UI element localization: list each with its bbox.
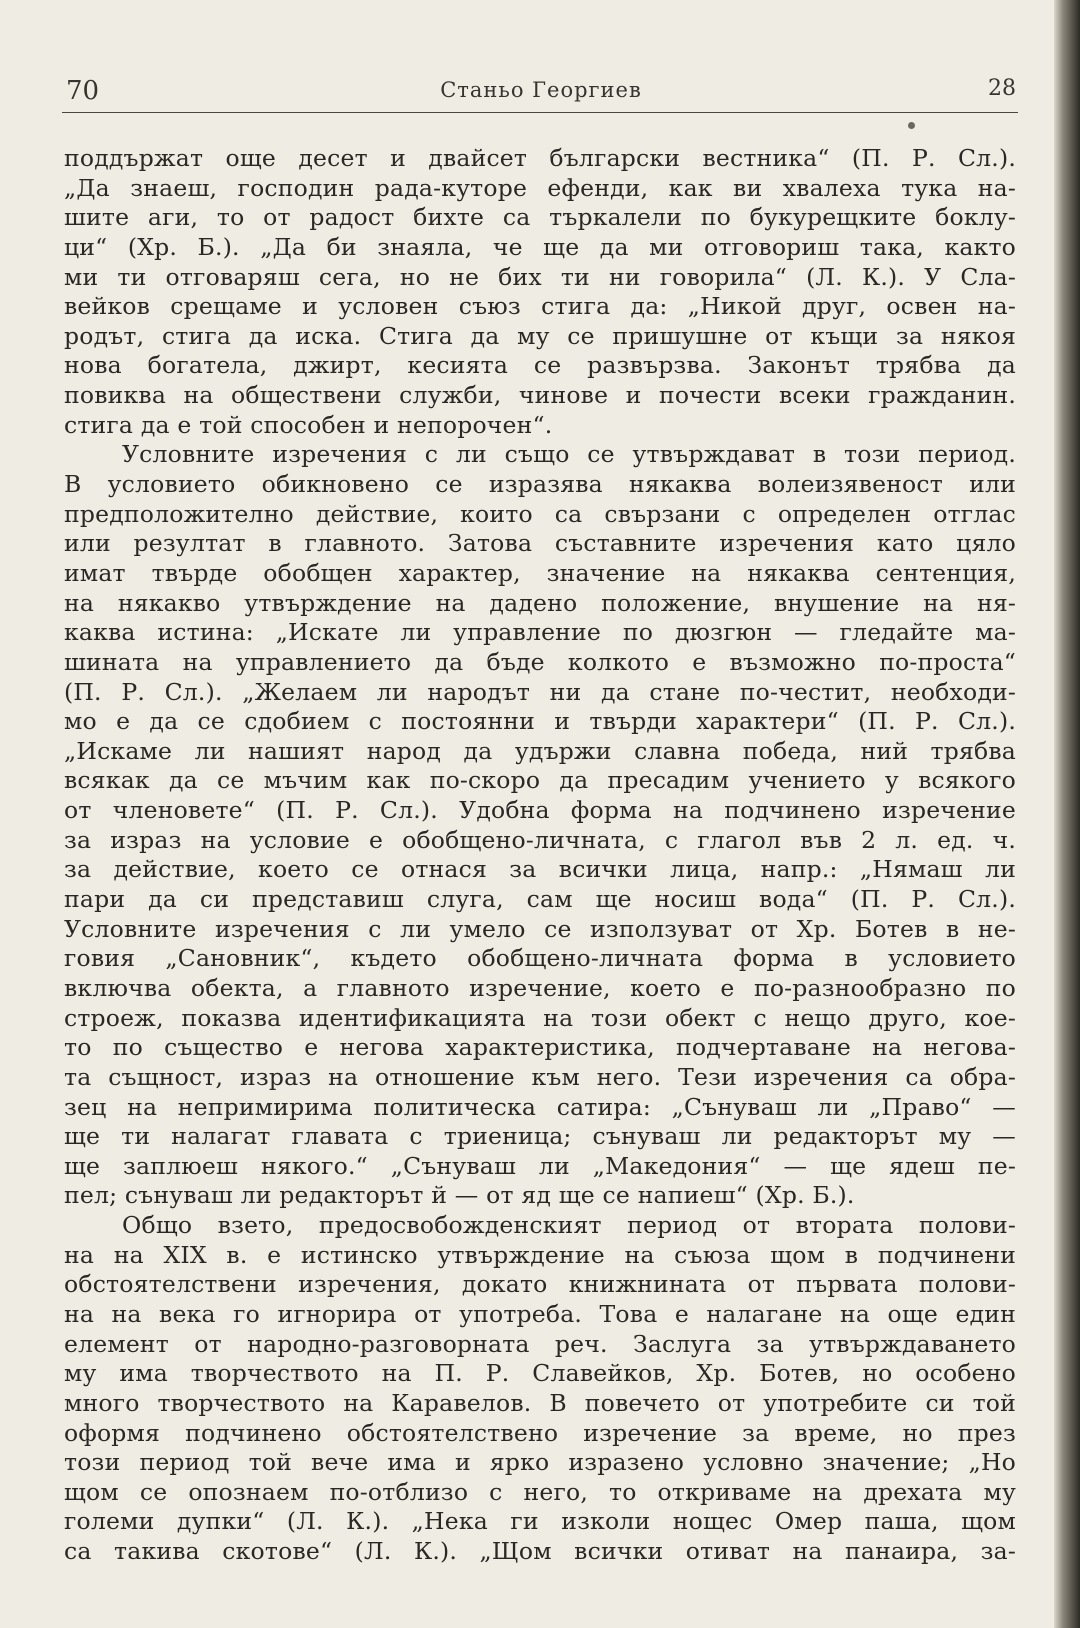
text-line: нова богатела, джирт, кесията се развързва. Законът трябва да xyxy=(64,351,1016,380)
text-line: много творчеството на Каравелов. В повечето от употребите си той xyxy=(64,1388,1016,1417)
header-rule xyxy=(62,112,1018,113)
text-line: от членовете“ (П. Р. Сл.). Удобна форма на подчинено изречение xyxy=(64,796,1016,825)
running-header-author: Станьо Георгиев xyxy=(440,78,642,102)
text-line: щом се опознаем по-отблизо с него, то откриваме на дрехата му xyxy=(64,1477,1016,1506)
page-binding-edge xyxy=(1054,0,1080,1628)
text-line: му има творчеството на П. Р. Славейков, Хр. Ботев, но особено xyxy=(64,1359,1016,1388)
paragraph-start-line: Общо взето, предосвобожденският период от втората полови- xyxy=(122,1211,1016,1240)
text-line: елемент от народно-разговорната реч. Заслуга за утвърждаването xyxy=(64,1329,1016,1358)
text-line: ци“ (Хр. Б.). „Да би знаяла, че ще да ми отговориш така, както xyxy=(64,232,1016,261)
text-line: зец на непримирима политическа сатира: „Сънуваш ли „Право“ — xyxy=(64,1092,1016,1121)
running-header xyxy=(66,76,1016,112)
text-line: за израз на условие е обобщено-личната, с глагол във 2 л. ед. ч. xyxy=(64,825,1016,854)
text-line: са такива скотове“ (Л. К.). „Щом всички отиват на панаира, за- xyxy=(64,1537,1016,1566)
text-line: говия „Сановник“, където обобщено-личната форма в условието xyxy=(64,944,1016,973)
text-line: пел; сънуваш ли редакторът й — от яд ще се напиеш“ (Хр. Б.). xyxy=(64,1181,855,1210)
text-line: включва обекта, а главното изречение, което е по-разнообразно по xyxy=(64,973,1016,1002)
text-line: на на века го игнорира от употреба. Това е налагане на още един xyxy=(64,1299,1016,1328)
text-line: (П. Р. Сл.). „Желаем ли народът ни да стане по-честит, необходи- xyxy=(64,677,1016,706)
text-line: поддържат още десет и двайсет български вестника“ (П. Р. Сл.). xyxy=(64,144,1016,172)
text-line: имат твърде обобщен характер, значение на някаква сентенция, xyxy=(64,558,1016,587)
text-line: строеж, показва идентификацията на този обект с нещо друго, кое- xyxy=(64,1003,1016,1032)
text-line: то по същество е негова характеристика, подчертаване на негова- xyxy=(64,1033,1016,1062)
text-line: родът, стига да иска. Стига да му се пришушне от къщи за някоя xyxy=(64,321,1016,350)
text-line: ще заплюеш някого.“ „Сънуваш ли „Македония“ — ще ядеш пе- xyxy=(64,1151,1016,1180)
text-line: Условните изречения с ли умело се използуват от Хр. Ботев в не- xyxy=(64,914,1016,943)
text-line: всякак да се мъчим как по-скоро да пресадим учението у всякого xyxy=(64,766,1016,795)
text-line: големи дупки“ (Л. К.). „Нека ги изколи нощес Омер паша, щом xyxy=(64,1507,1016,1536)
text-line: на някакво утвърждение на дадено положение, внушение на ня- xyxy=(64,588,1016,617)
text-line: шината на управлението да бъде колкото е възможно по-проста“ xyxy=(64,647,1016,676)
text-line: предположително действие, които са свързани с определен отглас xyxy=(64,499,1016,528)
text-line: пари да си представиш слуга, сам ще носиш вода“ (П. Р. Сл.). xyxy=(64,885,1016,914)
text-line: ми ти отговаряш сега, но не бих ти ни говорила“ (Л. К.). У Сла- xyxy=(64,262,1016,291)
body-text xyxy=(64,144,1016,1567)
text-line: шите аги, то от радост бихте са търкалели по букурещките боклу- xyxy=(64,203,1016,232)
text-line: този период той вече има и ярко изразено условно значение; „Но xyxy=(64,1448,1016,1477)
text-line: „Да знаеш, господин рада-куторе ефенди, как ви хвалеха тука на- xyxy=(64,173,1016,202)
text-line: за действие, което се отнася за всички лица, напр.: „Нямаш ли xyxy=(64,855,1016,884)
text-line: мо е да се сдобием с постоянни и твърди характери“ (П. Р. Сл.). xyxy=(64,707,1016,736)
page-number: 70 xyxy=(66,76,100,106)
text-line: оформя подчинено обстоятелствено изречение за време, но през xyxy=(64,1418,1016,1447)
text-line: обстоятелствени изречения, докато книжнината от първата полови- xyxy=(64,1270,1016,1299)
text-line: на на XIX в. е истинско утвърждение на съюза щом в подчинени xyxy=(64,1240,1016,1269)
text-line: В условието обикновено се изразява някаква волеизявеност или xyxy=(64,470,1016,499)
text-line: „Искаме ли нашият народ да удържи славна победа, ний трябва xyxy=(64,736,1016,765)
paragraph-start-line: Условните изречения с ли също се утвърждават в този период. xyxy=(122,440,1016,469)
ink-dot xyxy=(908,122,915,129)
text-line: стига да е той способен и непорочен“. xyxy=(64,410,553,439)
text-line: та същност, израз на отношение към него. Тези изречения са обра- xyxy=(64,1062,1016,1091)
issue-number: 28 xyxy=(988,76,1016,101)
text-line: или резултат в главното. Затова съставните изречения като цяло xyxy=(64,529,1016,558)
text-line: ще ти налагат главата с триеница; сънуваш ли редакторът му — xyxy=(64,1122,1016,1151)
text-line: повиква на обществени служби, чинове и почести всеки гражданин. xyxy=(64,381,1016,410)
text-line: вейков срещаме и условен съюз стига да: „Никой друг, освен на- xyxy=(64,292,1016,321)
text-line: каква истина: „Искате ли управление по дюзгюн — гледайте ма- xyxy=(64,618,1016,647)
